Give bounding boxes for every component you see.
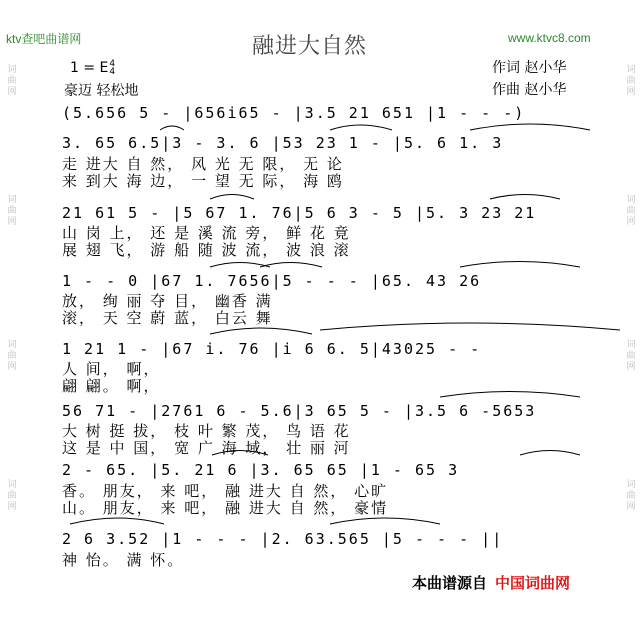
- key-label: 1 = E: [70, 60, 109, 76]
- slur-mark: [210, 195, 254, 200]
- slur-mark: [470, 124, 590, 130]
- score-system-1-notes: (5.656 5 - |656i65 - |3.5 21 651 |1 - - -): [62, 104, 526, 122]
- lyricist-credit: 作词 赵小华: [492, 60, 567, 76]
- slur-mark: [330, 125, 392, 130]
- slur-mark: [490, 195, 560, 200]
- score-system-5-lyrics-verse-1: 人 间， 啊，: [62, 360, 161, 378]
- song-title: 融进大自然: [252, 34, 368, 59]
- slur-mark: [320, 323, 620, 330]
- score-system-8-notes: 2 6 3.52 |1 - - - |2. 63.565 |5 - - - ||: [62, 530, 504, 548]
- watermark-left: 词曲网: [7, 340, 17, 372]
- watermark-right: 词曲网: [626, 195, 636, 227]
- slur-mark: [70, 518, 164, 524]
- slur-mark: [520, 451, 580, 456]
- score-system-7-lyrics-verse-1: 香。 朋友， 来 吧， 融 进大 自 然， 心旷: [62, 482, 389, 500]
- watermark-right: 词曲网: [626, 480, 636, 512]
- score-system-2-lyrics-verse-1: 走 进大 自 然， 风 光 无 限， 无 论: [62, 155, 344, 173]
- site-url-right[interactable]: www.ktvc8.com: [508, 31, 591, 45]
- slur-mark: [160, 126, 184, 130]
- score-system-8-lyrics-verse-1: 神 怡。 满 怀。: [62, 551, 185, 569]
- slur-mark: [330, 518, 440, 524]
- watermark-right: 词曲网: [626, 65, 636, 97]
- composer-credit: 作曲 赵小华: [492, 82, 567, 98]
- score-system-3-notes: 21 61 5 - |5 67 1. 76|5 6 3 - 5 |5. 3 23 21: [62, 204, 537, 222]
- score-system-4-notes: 1 - - 0 |67 1. 7656|5 - - - |65. 43 26: [62, 272, 482, 290]
- tempo-mood: 豪迈 轻松地: [64, 83, 139, 99]
- slur-mark: [210, 328, 312, 334]
- score-system-2-notes: 3. 65 6.5|3 - 3. 6 |53 23 1 - |5. 6 1. 3: [62, 134, 504, 152]
- time-top: 4: [109, 59, 116, 69]
- score-system-7-notes: 2 - 65. |5. 21 6 |3. 65 65 |1 - 65 3: [62, 461, 460, 479]
- score-system-6-lyrics-verse-1: 大 树 挺 拔， 枝 叶 繁 茂， 鸟 语 花: [62, 422, 351, 440]
- time-bottom: 4: [109, 67, 116, 77]
- slur-mark: [440, 392, 580, 398]
- watermark-left: 词曲网: [7, 480, 17, 512]
- score-system-2-lyrics-verse-2: 来 到大 海 边， 一 望 无 际， 海 鸥: [62, 172, 344, 190]
- score-system-3-lyrics-verse-2: 展 翅 飞， 游 船 随 波 流， 波 浪 滚: [62, 241, 351, 259]
- source-site-link[interactable]: 中国词曲网: [495, 574, 571, 592]
- score-system-6-notes: 56 71 - |2761 6 - 5.6|3 65 5 - |3.5 6 -5653: [62, 402, 537, 420]
- source-credit: [412, 572, 570, 593]
- source-label: 本曲谱源自: [412, 574, 488, 592]
- score-system-6-lyrics-verse-2: 这 是 中 国， 宽 广 海 域， 壮 丽 河: [62, 439, 351, 457]
- site-logo-left[interactable]: ktv查吧曲谱网: [6, 32, 82, 46]
- watermark-left: 词曲网: [7, 65, 17, 97]
- score-system-4-lyrics-verse-2: 滚， 天 空 蔚 蓝， 白云 舞: [62, 309, 273, 327]
- watermark-right: 词曲网: [626, 340, 636, 372]
- slur-mark: [212, 451, 268, 456]
- slur-mark: [460, 262, 580, 268]
- score-system-4-lyrics-verse-1: 放， 绚 丽 夺 目， 幽香 满: [62, 292, 273, 310]
- score-system-3-lyrics-verse-1: 山 岗 上， 还 是 溪 流 旁， 鲜 花 竟: [62, 224, 351, 242]
- score-system-7-lyrics-verse-2: 山。 朋友， 来 吧， 融 进大 自 然， 豪情: [62, 499, 389, 517]
- score-system-5-notes: 1 21 1 - |67 i. 76 |i 6 6. 5|43025 - -: [62, 340, 482, 358]
- score-system-5-lyrics-verse-2: 翩 翩。 啊，: [62, 377, 161, 395]
- watermark-left: 词曲网: [7, 195, 17, 227]
